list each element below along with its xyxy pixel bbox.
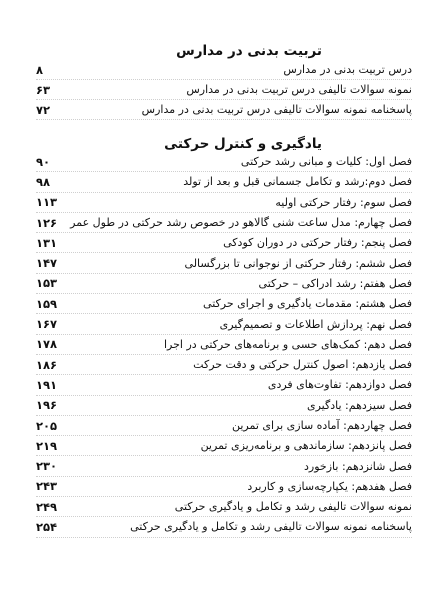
toc-entry[interactable]: [36, 416, 412, 436]
toc-entry-label: پاسخنامه نمونه سوالات تالیفی درس تربیت بدنی در مدارس: [141, 103, 412, 116]
toc-entry-label: فصل دوم:رشد و تکامل جسمانی قبل و بعد از تولد: [183, 175, 412, 189]
toc-entry-label: فصل ششم: رفتار حرکتی از نوجوانی تا بزرگسالی: [184, 256, 412, 270]
toc-entry-label: پاسخنامه نمونه سوالات تالیفی رشد و تکامل و یادگیری حرکتی: [130, 520, 412, 534]
toc-entry[interactable]: [36, 314, 412, 334]
toc-entry-page: ۲۴۹: [36, 499, 58, 514]
toc-entry-page: ۲۴۳: [36, 479, 58, 494]
toc-entry-page: ۱۵۹: [36, 296, 58, 311]
section-header-motor-learning: [164, 133, 322, 153]
toc-entry[interactable]: [36, 335, 412, 355]
toc-entry-label: فصل هفتم: رشد ادراکی – حرکتی: [258, 276, 412, 290]
toc-entry-page: ۷۲: [36, 102, 51, 117]
toc-entry-page: ۲۱۹: [36, 438, 58, 453]
toc-entry-label: نمونه سوالات تالیفی درس تربیت بدنی در مدارس: [186, 83, 412, 96]
toc-list-section-2: [36, 152, 412, 538]
toc-entry-page: ۲۰۵: [36, 418, 58, 433]
toc-entry-page: ۱۷۸: [36, 337, 58, 352]
toc-entry-page: ۶۳: [36, 82, 51, 97]
toc-entry-label: فصل پنجم: رفتار حرکتی در دوران کودکی: [223, 236, 412, 250]
toc-entry-label: فصل دهم: کمک‌های حسی و برنامه‌های حرکتی در اجرا: [163, 337, 412, 351]
toc-list-section-1: [36, 60, 412, 120]
toc-entry-page: ۱۳۱: [36, 235, 58, 250]
toc-entry-page: ۱۸۶: [36, 357, 58, 372]
toc-entry-label: فصل نهم: پردازش اطلاعات و تصمیم‌گیری: [219, 317, 412, 331]
toc-entry[interactable]: [36, 456, 412, 476]
toc-entry[interactable]: [36, 396, 412, 416]
toc-entry-page: ۹۸: [36, 174, 51, 189]
toc-entry[interactable]: [36, 233, 412, 253]
toc-entry-page: ۱۵۳: [36, 276, 58, 291]
toc-entry[interactable]: [36, 193, 412, 213]
toc-entry[interactable]: [36, 213, 412, 233]
toc-entry-label: فصل شانزدهم: بازخورد: [304, 459, 412, 473]
toc-entry-page: ۸: [36, 62, 44, 77]
toc-entry[interactable]: [36, 497, 412, 517]
toc-entry[interactable]: [36, 375, 412, 395]
toc-entry-label: درس تربیت بدنی در مدارس: [283, 63, 412, 76]
toc-entry[interactable]: [36, 80, 412, 100]
toc-entry[interactable]: [36, 152, 412, 172]
toc-entry-page: ۲۵۴: [36, 519, 58, 534]
toc-entry-label: فصل سوم: رفتار حرکتی اولیه: [275, 195, 412, 209]
toc-entry-page: ۱۴۷: [36, 256, 58, 271]
toc-entry[interactable]: [36, 436, 412, 456]
toc-entry-label: فصل هفدهم: یکپارچه‌سازی و کاربرد: [247, 479, 412, 493]
toc-entry-label: فصل سیزدهم: یادگیری: [307, 398, 412, 412]
toc-entry[interactable]: [36, 274, 412, 294]
toc-entry[interactable]: [36, 172, 412, 192]
toc-entry-label: فصل یازدهم: اصول کنترل حرکتی و دقت حرکت: [193, 358, 412, 372]
toc-entry[interactable]: [36, 253, 412, 273]
section-title: تربیت بدنی در مدارس: [176, 43, 322, 59]
toc-entry-page: ۲۳۰: [36, 459, 58, 474]
toc-entry[interactable]: [36, 294, 412, 314]
toc-entry[interactable]: [36, 60, 412, 80]
toc-entry-label: فصل چهارم: مدل ساعت شنی گالاهو در خصوص رشد حرکتی در طول عمر: [70, 216, 412, 230]
section-header-schools: [176, 40, 322, 60]
toc-entry-label: فصل پانزدهم: سازماندهی و برنامه‌ریزی تمرین: [200, 439, 412, 453]
toc-entry[interactable]: [36, 517, 412, 537]
toc-entry-page: ۱۲۶: [36, 215, 58, 230]
toc-entry-label: فصل اول: کلیات و مبانی رشد حرکتی: [240, 155, 412, 169]
toc-entry-page: ۱۹۱: [36, 377, 58, 392]
section-title: یادگیری و کنترل حرکتی: [164, 136, 322, 152]
toc-entry-page: ۹۰: [36, 154, 51, 169]
toc-entry-label: فصل هشتم: مقدمات یادگیری و اجرای حرکتی: [203, 297, 412, 311]
toc-entry[interactable]: [36, 100, 412, 120]
toc-entry-label: نمونه سوالات تالیفی رشد و تکامل و یادگیری حرکتی: [174, 500, 412, 514]
toc-entry-page: ۱۱۳: [36, 195, 58, 210]
toc-entry-label: فصل چهاردهم: آماده سازی برای تمرین: [231, 419, 412, 432]
toc-entry-page: ۱۹۶: [36, 398, 58, 413]
toc-entry[interactable]: [36, 355, 412, 375]
toc-entry-label: فصل دوازدهم: تفاوت‌های فردی: [267, 378, 412, 392]
toc-entry[interactable]: [36, 477, 412, 497]
toc-entry-page: ۱۶۷: [36, 317, 58, 332]
